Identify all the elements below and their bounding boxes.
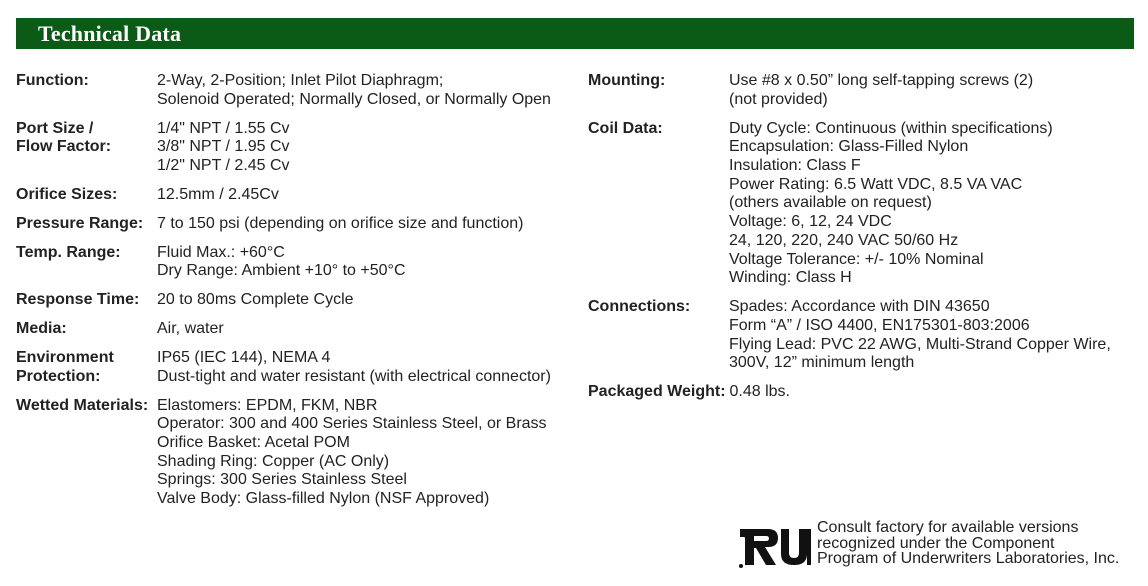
- spec-row-coil-data: [588, 120, 1138, 288]
- spec-label: Wetted Materials:: [16, 396, 149, 414]
- spec-values: Use #8 x 0.50” long self-tapping screws (2) (not provided): [729, 72, 1034, 108]
- spec-label: Port Size / Flow Factor:: [16, 119, 112, 156]
- spec-label: Function:: [16, 72, 89, 89]
- spec-label: Coil Data:: [588, 119, 663, 137]
- spec-values: 0.48 lbs.: [729, 383, 790, 401]
- spec-values: Elastomers: EPDM, FKM, NBR Operator: 300 and 400 Series Stainless Steel, or Brass Orifice Basket: Acetal POM Shading Ring: Copper (AC Only) Springs: 300 Series Stainless Steel Valve Body: Glass-filled Nylon (NSF Approved): [157, 396, 547, 508]
- spec-values: Spades: Accordance with DIN 43650 Form “A” / ISO 4400, EN175301-803:2006 Flying Lead: PVC 22 AWG, Multi-Strand Copper Wire, 300V, 12” minimum length: [729, 298, 1111, 372]
- spec-row-wetted-materials: [16, 397, 576, 509]
- spec-row-orifice-sizes: [16, 186, 576, 205]
- spec-label: Response Time:: [16, 291, 140, 309]
- spec-row-connections: [588, 298, 1138, 373]
- spec-row-port-size: [16, 120, 576, 176]
- spec-values: 2-Way, 2-Position; Inlet Pilot Diaphragm; Solenoid Operated; Normally Closed, or Normally Open: [157, 72, 551, 108]
- spec-label: Mounting:: [588, 72, 666, 89]
- right-spec-column: [588, 72, 1138, 412]
- left-spec-column: [16, 72, 576, 519]
- ul-notice: [738, 520, 1138, 570]
- spec-label: Orifice Sizes:: [16, 185, 118, 203]
- spec-row-mounting: [588, 72, 1138, 109]
- ul-notice-text: Consult factory for available versions recognized under the Component Program of Underwriters Laboratories, Inc.: [817, 519, 1120, 567]
- spec-values: 1/4" NPT / 1.55 Cv 3/8" NPT / 1.95 Cv 1/2" NPT / 2.45 Cv: [157, 119, 290, 174]
- section-header: [16, 18, 1134, 49]
- spec-label: Media:: [16, 320, 67, 338]
- spec-label: Environment Protection:: [16, 349, 114, 385]
- spec-row-temp-range: [16, 244, 576, 281]
- spec-label: Packaged Weight:: [588, 383, 726, 401]
- spec-values: 12.5mm / 2.45Cv: [157, 185, 279, 203]
- spec-values: Fluid Max.: +60°C Dry Range: Ambient +10° to +50°C: [157, 243, 406, 280]
- spec-row-environment-protection: [16, 349, 576, 386]
- spec-values: IP65 (IEC 144), NEMA 4 Dust-tight and water resistant (with electrical connector): [157, 349, 551, 385]
- spec-row-response-time: [16, 291, 576, 310]
- ul-recognized-component-icon: [738, 523, 812, 569]
- spec-label: Pressure Range:: [16, 214, 144, 232]
- spec-row-function: [16, 72, 576, 109]
- spec-values: 7 to 150 psi (depending on orifice size and function): [157, 214, 524, 232]
- spec-row-media: [16, 320, 576, 339]
- spec-values: Air, water: [157, 320, 224, 338]
- spec-row-packaged-weight: [588, 383, 1138, 402]
- spec-values: 20 to 80ms Complete Cycle: [157, 291, 354, 309]
- spec-row-pressure-range: [16, 215, 576, 234]
- spec-label: Temp. Range:: [16, 243, 121, 261]
- spec-values: Duty Cycle: Continuous (within specifications) Encapsulation: Glass-Filled Nylon Insulation: Class F Power Rating: 6.5 Watt VDC, 8.5 VA VAC (others available on request) Voltage: 6, 12, 24 VDC 24, 120, 220, 240 VAC 50/60 Hz Voltage Tolerance: +/- 10% Nominal Winding: Class H: [729, 119, 1053, 287]
- section-title: Technical Data: [38, 21, 182, 46]
- spec-label: Connections:: [588, 298, 691, 316]
